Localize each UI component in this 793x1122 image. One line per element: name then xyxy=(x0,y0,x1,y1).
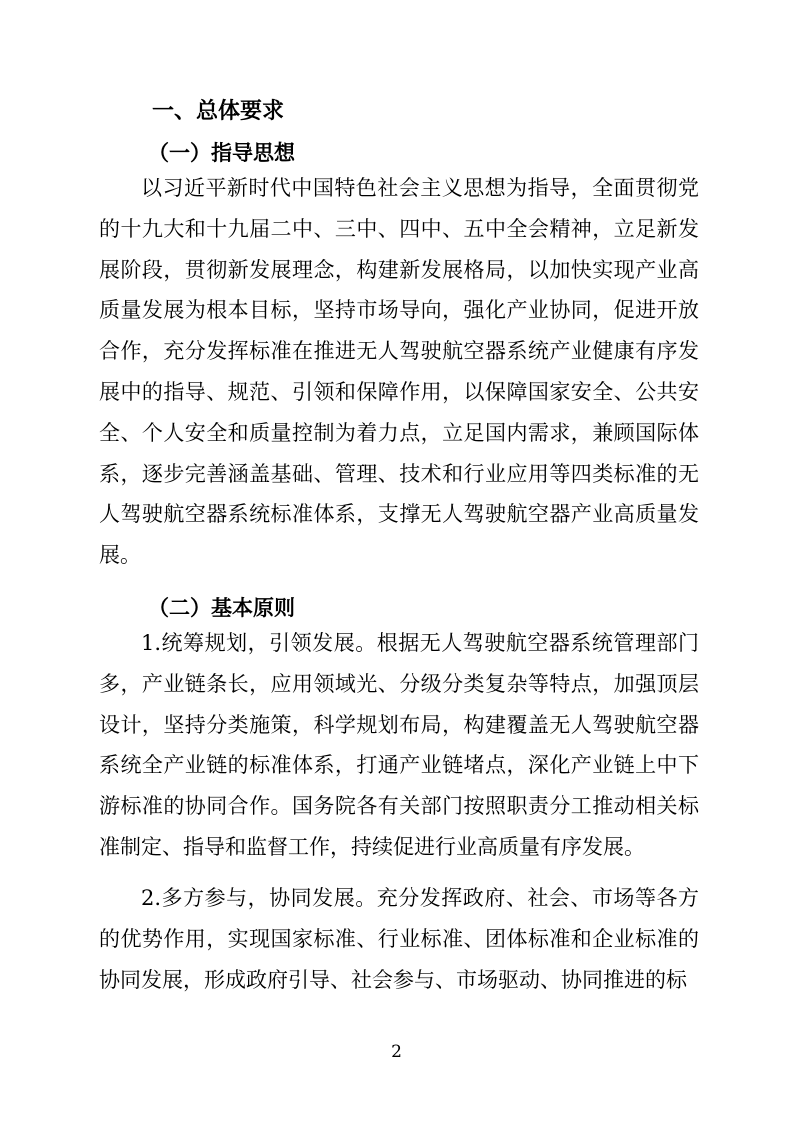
page-number: 2 xyxy=(391,1042,402,1062)
section-heading: 一、总体要求 xyxy=(152,99,285,124)
paragraph-guiding-ideology: 以习近平新时代中国特色社会主义思想为指导，全面贯彻党的十九大和十九届二中、三中、四中、五中全会精神，立足新发展阶段，贯彻新发展理念，构建新发展格局，以加快实现产业高质量发展为根本目标，坚持市场导向，强化产业协同，促进开放合作，充分发挥标准在推进无人驾驶航空器系统产业健康有序发展中的指导、规范、引领和保障作用，以保障国家安全、公共安全、个人安全和质量控制为着力点，立足国内需求，兼顾国际体系，逐步完善涵盖基础、管理、技术和行业应用等四类标准的无人驾驶航空器系统标准体系，支撑无人驾驶航空器产业高质量发展。 xyxy=(99,176,699,568)
paragraph-principle-2: 2.多方参与，协同发展。充分发挥政府、社会、市场等各方的优势作用，实现国家标准、行业标准、团体标准和企业标准的协同发展，形成政府引导、社会参与、市场驱动、协同推进的标 xyxy=(99,886,699,992)
paragraph-principle-1: 1.统筹规划，引领发展。根据无人驾驶航空器系统管理部门多，产业链条长，应用领域光、分级分类复杂等特点，加强顶层设计，坚持分类施策，科学规划布局，构建覆盖无人驾驶航空器系统全产业链的标准体系，打通产业链堵点，深化产业链上中下游标准的协同合作。国务院各有关部门按照职责分工推动相关标准制定、指导和监督工作，持续促进行业高质量有序发展。 xyxy=(99,631,699,859)
subsection-heading-guiding-ideology: （一）指导思想 xyxy=(148,140,295,165)
subsection-heading-basic-principles: （二）基本原则 xyxy=(148,595,295,620)
